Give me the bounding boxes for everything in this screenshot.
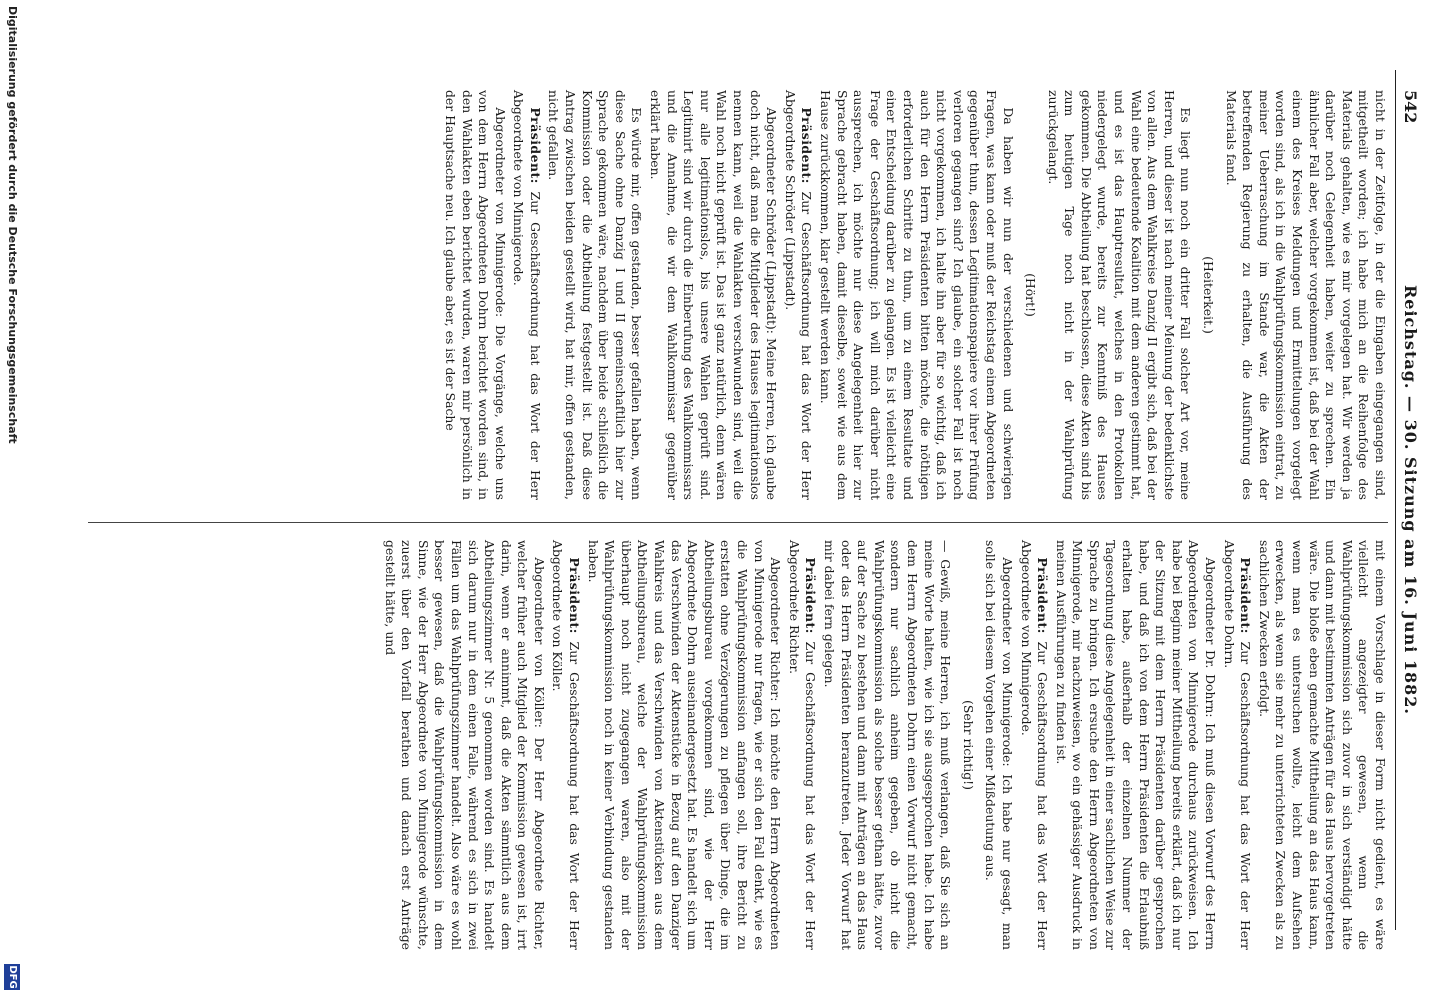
page-header (1396, 0, 1432, 1000)
speaker-label: Präsident: (567, 557, 583, 634)
paragraph: Abgeordneter von Minnigerode: Die Vorgänge, welche uns von dem Herrn Abgeordneten Dohrn berichtet worden sind, in den Wahlakten eben berichtet wurden, waren mir persönlich in der Hauptsache neu. Ich glaube aber, es ist der Sache (442, 90, 508, 500)
paragraph: mit einem Vorschlage in dieser Form nicht gedient, es wäre vielleicht angezeigter gewesen, wenn die Wahlprüfungskommission sich zuvor in sich verständigt hätte und dann mit bestimmten Anträgen für das Haus hervorgetreten wäre. Die bloße eben gemachte Mittheilung an das Haus kann, wenn man es untersuchen wollte, leicht dem Aufsehen erwecken, als wenn sie mehr zu unterrichteten Zwecken als zu sachlichen Zwecken erfolgt. (1256, 540, 1388, 950)
paragraph: Abgeordneter von Minnigerode: Ich habe nur gesagt, man solle sich bei diesem Vorgehen einer Mißdeutung aus. (983, 540, 1015, 950)
interjection: (Heiterkeit.) (1201, 256, 1217, 334)
right-text-column (379, 540, 1388, 950)
speech-text: Zur Geschäftsordnung hat das Wort der Herr Abgeordnete von Köller. (550, 540, 583, 950)
paragraph: Es würde mir, offen gestanden, besser gefallen haben, wenn diese Sache ohne Danzig I und II gemeinschaftlich hier zur Sprache gekommen wäre, nachdem über beide schließlich die Kommission oder die Abtheilung festgestellt ist. Daß diese Antrag zwischen beiden gestellt wird, hat mir, offen gestanden, nicht gefallen. (546, 90, 645, 500)
column-divider (88, 522, 1388, 523)
speech-text: Zur Geschäftsordnung hat das Wort der Herr Abgeordnete Schröder (Lippstadt). (782, 90, 815, 500)
paragraph (781, 90, 814, 500)
speech-text: Zur Geschäftsordnung hat das Wort der Herr Abgeordnete Richter. (786, 540, 819, 950)
page-footer (0, 0, 26, 1000)
paragraph (549, 540, 582, 950)
paragraph: Es liegt nun noch ein dritter Fall solcher Art vor, meine Herren, und dieser ist nach meiner Meinung der bedenklichste von allen. Aus dem Wahlkreise Danzig II ergibt sich, daß bei der Wahl eine bedeutende Koalition mit dem anderen gestimmt hat, und es ist das Hauptresultat, welches in den Protokollen niedergelegt wurde, bereits zur Kenntniß des Hauses gekommen. Die Abtheilung hat beschlossen, diese Akten sind bis zum heutigen Tage noch nicht in der Wahlprüfung zurückgelangt. (1045, 90, 1194, 500)
speaker-label: Präsident: (799, 107, 815, 184)
page-number: 542 (1401, 90, 1420, 124)
paragraph: nicht in der Zeitfolge, in der die Eingaben eingegangen sind, mitgetheilt worden; ich habe mich an die Reihenfolge des Materials gehalten, wie es mir vorgelegen hat. Wir werden ja darüber noch Gelegenheit haben, weiter zu sprechen. Ein ähnlicher Fall aber, welcher vorgekommen ist, daß bei der Wahl einem des Kreises Meldungen und Ermittelungen vorgelegt worden sind, als ich in die Wahlprüfungskommission eintrat, zu meiner Ueberraschung im Stande war, die Akten der betreffenden Regierung zu erhalten, die Ausführung des Materials fand. (1223, 90, 1388, 500)
header-rule (1395, 70, 1396, 930)
dfg-logo: DFG (4, 964, 20, 990)
speaker-label: Präsident: (1035, 557, 1051, 634)
paragraph (785, 540, 818, 950)
running-title: Reichstag. — 30. Sitzung am 16. Juni 1882. (1401, 285, 1420, 715)
paragraph: Abgeordneter Dr. Dohrn: Ich muß diesen Vorwurf des Herrn Abgeordneten von Minnigerode durchaus zurückweisen. Ich habe bei Beginn meiner Mittheilung bereits erklärt, daß ich nur der Sitzung mit dem Herrn Präsidenten darüber gesprochen habe, und daß ich von dem Herrn Präsidenten die Erlaubniß erhalten habe, außerhalb der einzelnen Nummer der Tagesordnung diese Angelegenheit in einer sachlichen Weise zur Sprache zu bringen. Ich ersuche den Herrn Abgeordneten von Minnigerode, mir nachzuweisen, wo ein gehässiger Ausdruck in meinen Ausführungen zu finden ist. (1053, 540, 1219, 950)
speech-text: Zur Geschäftsordnung hat das Wort der Herr Abgeordnete Dohrn. (1221, 540, 1254, 950)
paragraph: Abgeordneter Schröder (Lippstadt): Meine Herren, ich glaube doch nicht, daß man die Mitglieder des Hauses legitimationslos nennen kann, weil die Wahlakten verschwunden sind, weil die Wahl noch nicht geprüft ist. Das ist ganz natürlich, denn wären nur alle legitimationslos, bis unsere Wahlen geprüft sind. Legitimirt sind wir durch die Einberufung des Wahlkommissars und die Annahme, die wir dem Wahlkommissar gegenüber erklärt haben. (648, 90, 780, 500)
paragraph (1220, 540, 1253, 950)
paragraph: Da haben wir nun der verschiedenen und schwierigen Fragen, was kann oder muß der Reichstag einem Abgeordneten gegenüber thun, dessen Legitimationspapiere vor ihrer Prüfung verloren gegangen sind? Ich glaube, ein solcher Fall ist noch nicht vorgekommen, ich halte ihn aber für so wichtig, daß ich auch für den Herrn Präsidenten bitten möchte, die nöthigen erforderlichen Schritte zu thun, um zu einem Resultate und einer Entscheidung darüber zu gelangen. Es ist vielleicht eine Frage der Geschäftsordnung; ich will mich darüber nicht aussprechen, ich möchte nur diese Angelegenheit hier zur Sprache gebracht haben, damit dieselbe, soweit wie aus dem Hause zurückkommen, klar gestellt werden kann. (818, 90, 1016, 500)
paragraph (1017, 540, 1050, 950)
interjection: (Hört!) (1023, 273, 1039, 317)
paragraph: Abgeordneter von Köller: Der Herr Abgeordnete Richter, welcher früher auch Mitglied der Kommission gewesen ist, irrt darin, wenn er annimmt, daß die Akten sämmtlich aus dem Abtheilungszimmer Nr. 5 genommen worden sind. Es handelt sich darum nur in dem einen Falle, während es sich in zwei Fällen um das Wahlprüfungszimmer handelt. Also wäre es wohl besser gewesen, daß die Wahlprüfungskommission in dem Sinne, wie der Herr Abgeordnete von Minnigerode wünschte, zuerst über den Vorfall berathen und danach erst Anträge gestellt hätte, und (382, 540, 547, 950)
speech-text: Zur Geschäftsordnung hat das Wort der Herr Abgeordnete von Minnigerode. (1018, 540, 1051, 950)
paragraph: Abgeordneter Richter: Ich möchte den Herrn Abgeordneten von Minnigerode nur fragen, wie er sich den Fall denkt, wie es die Wahlprüfungskommission anfangen soll, ihre Bericht zu erstatten ohne Verzögerungen zu pflegen über Dinge, die im Abtheilungsbureau vorgekommen sind, wie der Herr Abgeordnete Dohrn auseinandergesetzt hat. Es handelt sich um das Verschwinden der Aktenstücke in Bezug auf den Danziger Wahlkreis und das Verschwinden von Aktenstücken aus dem Abtheilungsbureau, welche der Wahlprüfungskommission überhaupt noch nicht zugegangen waren, also mit der Wahlprüfungskommission noch in keiner Verbindung gestanden haben. (585, 540, 784, 950)
speech-text: Zur Geschäftsordnung hat das Wort der Herr Abgeordnete von Minnigerode. (511, 90, 543, 500)
speaker-label: Präsident: (803, 557, 819, 634)
interjection: (Sehr richtig!) (960, 700, 976, 790)
digitization-note: Digitalisierung gefördert durch die Deutsche Forschungsgemeinschaft (6, 6, 19, 444)
paragraph (510, 90, 543, 500)
left-text-column (439, 90, 1388, 500)
speaker-label: Präsident: (1238, 557, 1254, 634)
paragraph: — Gewiß, meine Herren, ich muß verlangen, daß Sie sich an meine Worte halten, wie ich sie ausgesprochen habe. Ich habe dem Herrn Abgeordneten Dohrn einen Vorwurf nicht gemacht, sondern nur sachlich anheim gegeben, ob nicht die Wahlprüfungskommission als solche besser gethan hätte, zuvor auf der Sache zu bestehen und dann mit Anträgen an das Haus oder das Herrn Präsidenten heranzutreten. Jeder Vorwurf hat mir dabei fern gelegen. (822, 540, 954, 950)
speaker-label: Präsident: (527, 107, 543, 184)
